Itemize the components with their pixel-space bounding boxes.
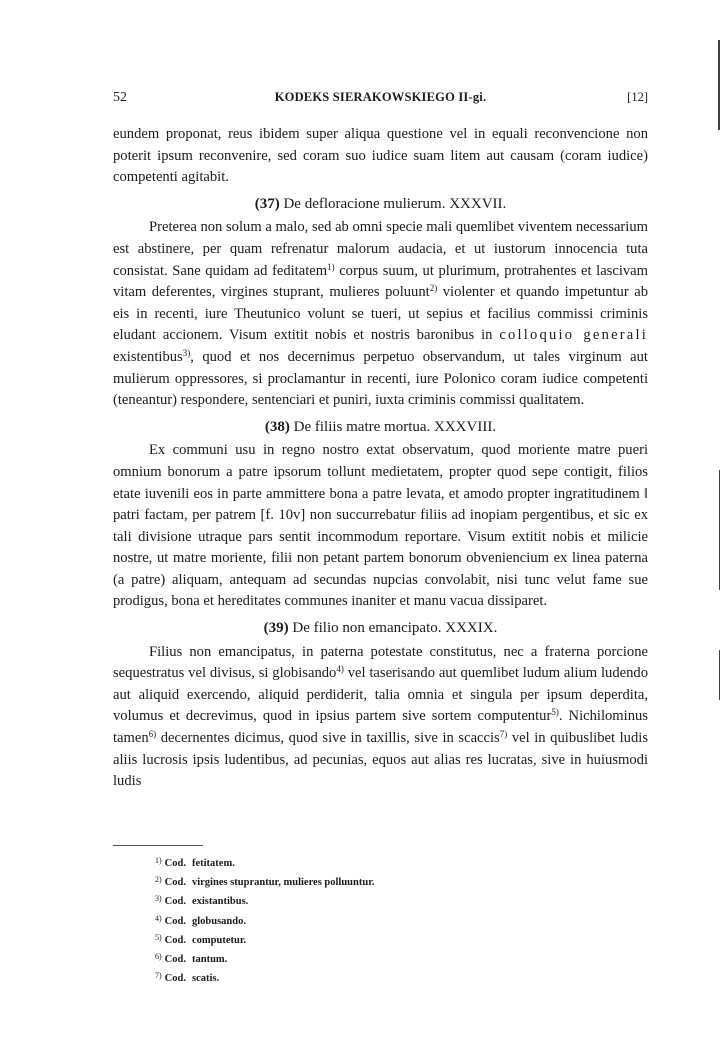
footnote-mark: 7) bbox=[155, 971, 162, 981]
text-run: vel taserisando aut quemlibet ludum alium ludendo aut aliquid exercendo, aliquid perdiderit, talia omnia et singula per ipsum deperdita, volumus et decrevimus, quod in ipsius partem sive sortem computentur bbox=[113, 665, 648, 725]
text-run: decernentes dicimus, quod sive in taxillis, sive in scaccis bbox=[156, 730, 500, 747]
footnote-mark: 1) bbox=[155, 856, 162, 865]
footnote-source: Cod. bbox=[164, 954, 186, 966]
footnote-source: Cod. bbox=[164, 896, 186, 908]
footnote-text: fetitatem. bbox=[191, 858, 235, 869]
footnote bbox=[155, 968, 375, 987]
footnote-text: existantibus. bbox=[191, 896, 249, 908]
footnote bbox=[155, 872, 375, 891]
footnote-ref: 2) bbox=[429, 283, 438, 294]
footnote-mark: 5) bbox=[155, 932, 162, 942]
footnotes bbox=[155, 853, 375, 987]
footnote-source: Cod. bbox=[164, 858, 186, 869]
bracket-number: [12] bbox=[627, 90, 648, 104]
footnote bbox=[155, 949, 375, 968]
footnote-ref: 3) bbox=[182, 347, 191, 358]
footnote-mark: 2) bbox=[155, 875, 162, 885]
footnote-mark: 6) bbox=[155, 952, 162, 962]
text-run: existentibus bbox=[113, 348, 183, 365]
section-number: (38) bbox=[264, 418, 290, 435]
footnote bbox=[155, 853, 375, 872]
paragraph-39 bbox=[113, 642, 648, 793]
text-run: Filius non emancipatus, in paterna potestate constitutus, nec a fraterna porcione sequestratus vel divisus, si globisando bbox=[113, 643, 648, 682]
text-run: . Nichilominus tamen bbox=[113, 708, 648, 747]
footnote-mark: 3) bbox=[155, 894, 162, 904]
running-head bbox=[113, 90, 648, 110]
text-run: Preterea non solum a malo, sed ab omni specie mali quemlibet viventem necessarium est abstinere, per quam refrenatur malorum audacia, et ut iustorum innocencia tuta consistat. Sane quidam ad feditatem bbox=[113, 219, 648, 279]
paragraph-continuation: eundem proponat, reus ibidem super aliqua questione vel in equali reconvencione non poterit ipsum reconvenire, sed coram suo iudice suam litem aut causam (coram iudice) competenti agitabit. bbox=[113, 126, 648, 186]
footnote-text: tantum. bbox=[191, 954, 228, 966]
paragraph-37 bbox=[113, 217, 648, 411]
section-title: De defloracione mulierum. XXXVII. bbox=[279, 195, 507, 212]
footnote bbox=[155, 891, 375, 910]
footnote bbox=[155, 930, 375, 949]
footnote-source: Cod. bbox=[164, 973, 186, 985]
footnote-text: virgines stuprantur, mulieres polluuntur. bbox=[191, 877, 375, 889]
section-number: (39) bbox=[263, 620, 289, 637]
text-run: violenter et quando impetuntur ab eis in recenti, iure Theutunico volunt se tueri, ut sepius et facilius commissi criminis eludant accionem. Visum extitit nobis et nostris baronibus in bbox=[113, 284, 648, 344]
spaced-text: colloquio generali bbox=[499, 327, 648, 344]
text-run: vel in quibuslibet ludis aliis lucrosis ipsis ludentibus, ad pecunias, equos aut alias res lucratas, sive in huiusmodi ludis bbox=[113, 730, 648, 790]
page-number: 52 bbox=[113, 90, 127, 105]
footnote-source: Cod. bbox=[164, 915, 186, 927]
section-heading-37 bbox=[113, 194, 648, 216]
footnote-text: scatis. bbox=[191, 973, 220, 985]
running-title: KODEKS SIERAKOWSKIEGO II-gi. bbox=[274, 90, 487, 104]
footnote-mark: 4) bbox=[155, 913, 162, 923]
section-heading-38 bbox=[113, 417, 648, 439]
footnote-source: Cod. bbox=[164, 877, 186, 889]
section-number: (37) bbox=[254, 195, 280, 212]
body-text bbox=[113, 124, 648, 793]
footnote-ref: 5) bbox=[551, 707, 559, 718]
section-title: De filio non emancipato. XXXIX. bbox=[288, 620, 498, 637]
paragraph-38: Ex communi usu in regno nostro extat observatum, quod moriente matre pueri omnium bonorum a patre ipsorum tollunt medietatem, propter quod sepe contigit, filios etate iuvenili eos in parte ammittere bona a patre levata, et amodo propter ingratitudinem ‖ patri factam, per patrem [f. 10v] non succurrebatur filiis ad inopiam pergentibus, et sic ex tali divisione utraque pars sentit incommodum reportare. Visum extitit nobis et milicie nostre, ut matre moriente, filii non petant partem bonorum obveniencium ex linea paterna (a patre) aliquam, antequam ad secundas nupcias convolabit, nisi tunc velut fame sue prodigus, bona et hereditates communes inaniter et manu vacua dissiparet. bbox=[113, 442, 648, 610]
text-run: corpus suum, ut plurimum, protrahentes et lascivam vitam deferentes, virgines stuprant, mulieres poluunt bbox=[113, 262, 649, 301]
footnote-ref: 7) bbox=[499, 729, 508, 740]
footnote-ref: 1) bbox=[327, 261, 335, 272]
section-title: De filiis matre mortua. XXXVIII. bbox=[289, 418, 497, 435]
footnote-ref: 4) bbox=[336, 664, 344, 675]
text-run: , quod et nos decernimus perpetuo observandum, ut tales virginum aut mulierum oppressores, si proclamantur in recenti, iure Polonico coram iudice competenti (teneantur) respondere, sentenciari et puniri, iuxta criminis commissi qualitatem. bbox=[113, 348, 648, 409]
footnote-text: computetur. bbox=[191, 934, 247, 946]
footnote-divider bbox=[113, 845, 203, 846]
section-heading-39 bbox=[113, 618, 648, 640]
footnote bbox=[155, 911, 375, 930]
footnote-source: Cod. bbox=[164, 934, 186, 946]
footnote-ref: 6) bbox=[148, 729, 157, 740]
footnote-text: globusando. bbox=[191, 915, 246, 927]
